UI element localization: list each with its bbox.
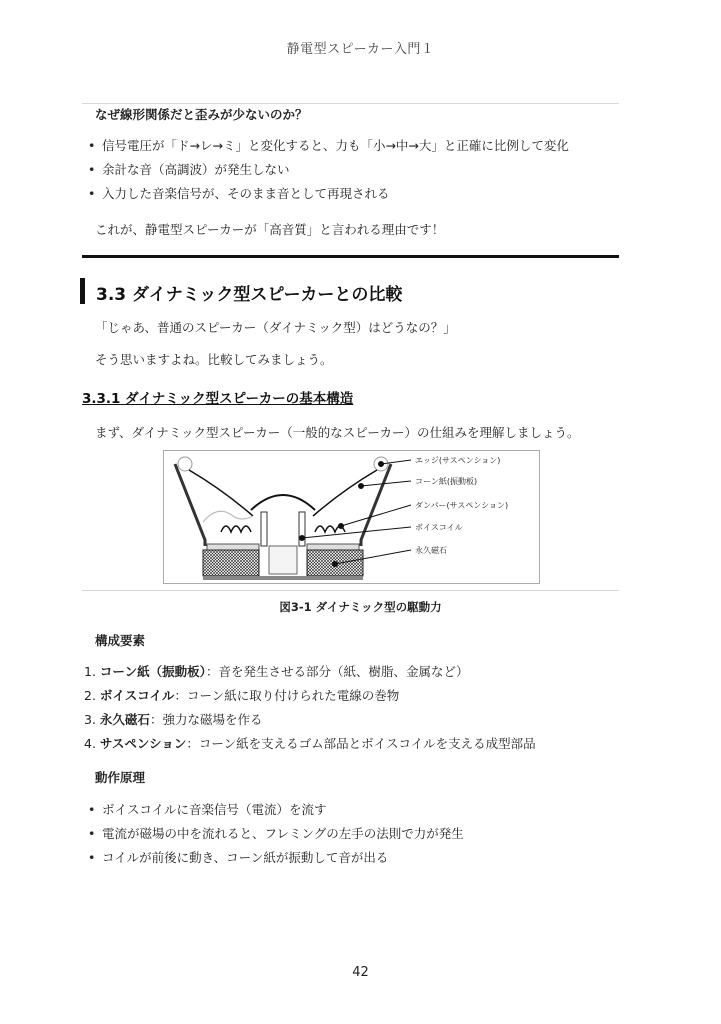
list-item: • 信号電圧が「ド→レ→ミ」と変化すると、力も「小→中→大」と正確に比例して変化	[84, 134, 624, 158]
label-damper: ダンパー(サスペンション)	[415, 501, 509, 510]
label-voice-coil: ボイスコイル	[415, 523, 463, 532]
label-edge: エッジ(サスペンション)	[415, 456, 501, 465]
figure-caption: 図3-1 ダイナミック型の駆動力	[279, 600, 442, 614]
section-divider	[82, 255, 619, 258]
section-heading: 3.3 ダイナミック型スピーカーとの比較	[96, 285, 403, 305]
list-item: • ボイスコイルに音楽信号（電流）を流す	[84, 798, 624, 822]
coil-left	[261, 512, 267, 546]
pole-piece	[269, 546, 297, 574]
magnet-left	[203, 550, 259, 576]
subsection-heading: 3.3.1 ダイナミック型スピーカーの基本構造	[82, 391, 354, 407]
speaker-diagram	[163, 450, 540, 584]
plate-right	[307, 544, 359, 550]
principle-heading: 動作原理	[95, 770, 146, 785]
plate-left	[207, 544, 259, 550]
page-number: 42	[352, 965, 369, 980]
back-plate	[203, 576, 363, 580]
list-item: 3. 永久磁石：強力な磁場を作る	[84, 712, 263, 727]
section-quote: 「じゃあ、普通のスピーカー（ダイナミック型）はどうなの？」	[95, 320, 456, 335]
heading-bar	[80, 278, 85, 304]
list-item: • コイルが前後に動き、コーン紙が振動して音が出る	[84, 846, 624, 870]
label-magnet: 永久磁石	[415, 546, 447, 555]
list-item: 1. コーン紙（振動板）：音を発生させる部分（紙、樹脂、金属など）	[84, 664, 469, 679]
list-item: • 余計な音（高調波）が発生しない	[84, 158, 624, 182]
figure-bottom-border	[82, 590, 619, 591]
principle-bullet-list	[84, 798, 624, 870]
edge-left	[178, 457, 192, 471]
callout-conclusion: これが、静電型スピーカーが「高音質」と言われる理由です！	[95, 222, 445, 237]
callout-title: なぜ線形関係だと歪みが少ないのか？	[95, 107, 308, 122]
callout-bullet-list	[84, 134, 624, 206]
subsection-intro: まず、ダイナミック型スピーカー（一般的なスピーカー）の仕組みを理解しましょう。	[95, 425, 580, 440]
section-reply: そう思いますよね。比較してみましょう。	[95, 352, 333, 367]
callout-top-border	[82, 103, 619, 104]
list-item: 4. サスペンション：コーン紙を支えるゴム部品とボイスコイルを支える成型部品	[84, 736, 536, 751]
label-cone: コーン紙(振動板)	[415, 477, 478, 486]
list-item: • 入力した音楽信号が、そのまま音として再現される	[84, 182, 624, 206]
page-header: 静電型スピーカー入門１	[286, 42, 435, 57]
list-item: 2. ボイスコイル：コーン紙に取り付けられた電線の巻物	[84, 688, 400, 703]
list-item: • 電流が磁場の中を流れると、フレミングの左手の法則で力が発生	[84, 822, 624, 846]
components-list	[84, 660, 644, 756]
components-heading: 構成要素	[95, 633, 146, 648]
